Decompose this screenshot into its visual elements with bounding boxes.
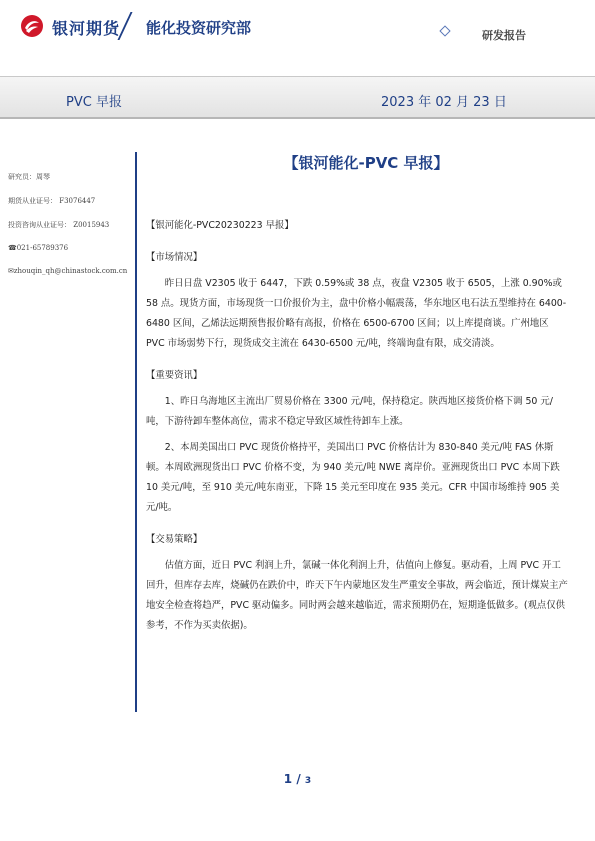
current-page: 1 [283,772,293,786]
news-paragraph-2: 2、本周美国出口 PVC 现货价格持平，美国出口 PVC 价格估计为 830-840 美元/吨 FAS 休斯顿。本周欧洲现货出口 PVC 价格不变，为 940 美元/吨 NWE 离岸价。亚洲现货出口 PVC 本周下跌 10 美元/吨，至 910 美元/吨东南亚，下降 15 美元至印度在 935 美元。CFR 中国市场维持 905 美元/吨。 [146,442,560,513]
department-name: 能化投资研究部 [146,19,252,37]
galaxy-logo-icon [20,14,44,38]
report-date: 2023 年 02 月 23 日 [381,95,507,110]
page-number [0,772,595,786]
phone: ☎021-65789376 [8,244,69,252]
report-body [146,216,568,636]
page-header [0,0,595,60]
document-title: 【银河能化-PVC 早报】 [283,154,449,172]
strategy-paragraph: 估值方面，近日 PVC 利润上升，氯碱一体化利润上升，估值向上修复。驱动看，上周 PVC 开工回升，但库存去库，烧碱仍在跌价中，昨天下午内蒙地区发生严重安全事故，两会临近，预计煤炭主产地安全检查将趋严，PVC 驱动偏多。同时两会越来越临近，需求预期仍在，短期逢低做多。(观点仅供参考，不作为买卖依据)。 [146,560,568,631]
advisory-cert: 投资咨询从业证号： Z0015943 [8,221,110,229]
news-paragraph-1: 1、昨日乌海地区主流出厂贸易价格在 3300 元/吨，保持稳定。陕西地区接货价格下调 50 元/吨，下游待卸车整体高位，需求不稳定导致区域性待卸车上涨。 [146,396,553,427]
market-paragraph: 昨日日盘 V2305 收于 6447，下跌 0.59%或 38 点，夜盘 V2305 收于 6505，上涨 0.90%或 58 点。现货方面，市场现货一口价报价为主，盘中价格小幅震荡，华东地区电石法五型维持在 6400-6480 区间，乙烯法远期预售报价略有高报，价格在 6500-6700 区间；以上库提商谈。广州地区 PVC 市场弱势下行，现货成交主流在 6430-6500 元/吨，终端询盘有限，成交清淡。 [146,278,567,349]
email: ✉zhouqin_qh@chinastock.com.cn [8,267,128,275]
total-pages: 3 [304,776,312,786]
diamond-icon [439,25,450,36]
brand-name: 银河期货 [52,19,121,38]
researcher: 研究员：周琴 [8,173,50,181]
report-subtitle: 【银河能化-PVC20230223 早报】 [146,220,294,231]
report-type: 研发报告 [482,29,526,42]
futures-cert: 期货从业证号： F3076447 [8,197,96,205]
band-title: PVC 早报 [66,95,122,110]
section-heading-strategy: 【交易策略】 [146,534,203,545]
section-heading-news: 【重要资讯】 [146,370,203,381]
page-separator: / [296,772,301,786]
section-heading-market: 【市场情况】 [146,252,203,263]
vertical-divider [135,152,137,712]
